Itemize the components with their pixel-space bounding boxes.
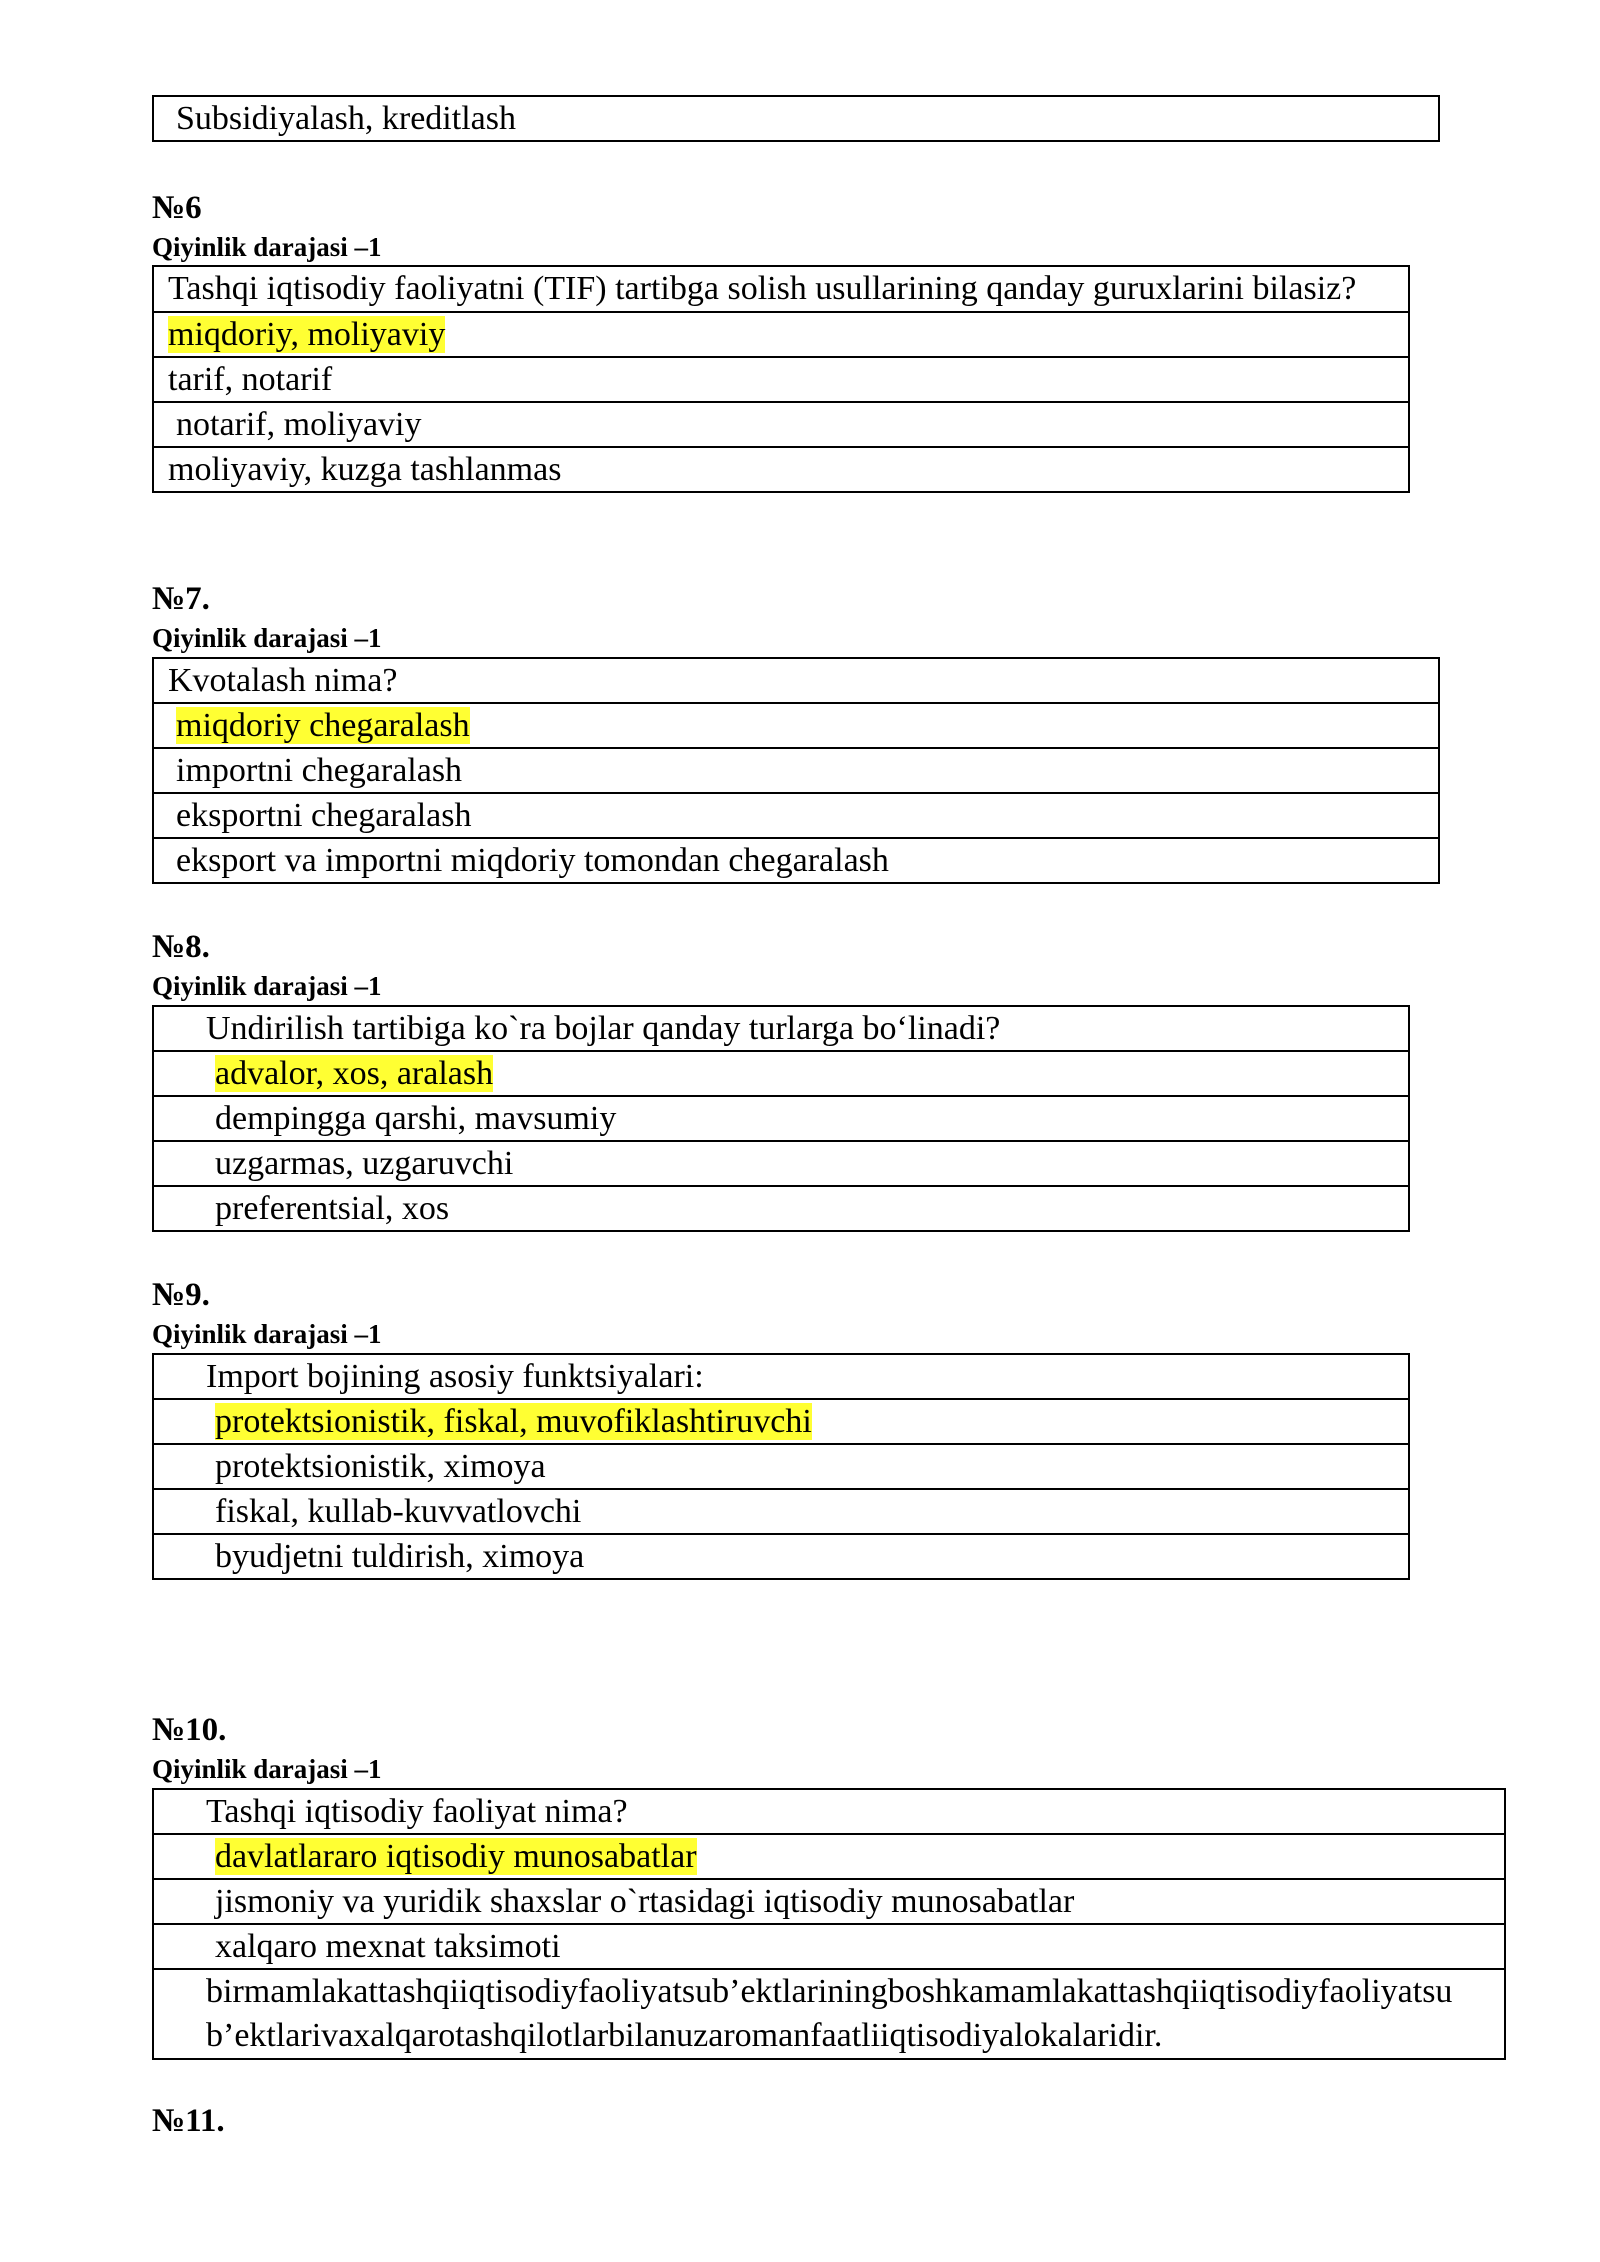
answer-option: birmamlakattashqiiqtisodiyfaoliyatsub’ektlariningboshkamamlakattashqiiqtisodiyfaoliyatsub’ektlarivaxalqarotashqilotlarbilanuzaromanfaatliiqtisodiyalokalaridir.: [153, 1969, 1505, 2059]
answer-option: eksportni chegaralash: [153, 793, 1439, 838]
question-table: [152, 1353, 1410, 1580]
question-text: Undirilish tartibiga ko`ra bojlar qanday turlarga bo‘linadi?: [153, 1006, 1409, 1051]
answer-option: protektsionistik, ximoya: [153, 1444, 1409, 1489]
answer-option-correct: [153, 1834, 1505, 1879]
correct-answer-highlight: miqdoriy, moliyaviy: [168, 316, 446, 353]
answer-option-correct: [153, 312, 1409, 357]
question-table: [152, 657, 1440, 884]
answer-option: Subsidiyalash, kreditlash: [153, 96, 1439, 141]
question-text: Import bojining asosiy funktsiyalari:: [153, 1354, 1409, 1399]
question-text: Tashqi iqtisodiy faoliyatni (TIF) tartibga solish usullarining qanday guruxlarini bilasiz?: [153, 266, 1409, 312]
difficulty-level: Qiyinlik darajasi –1: [152, 971, 382, 1001]
correct-answer-highlight: protektsionistik, fiskal, muvofiklashtiruvchi: [215, 1403, 812, 1440]
answer-option: jismoniy va yuridik shaxslar o`rtasidagi iqtisodiy munosabatlar: [153, 1879, 1505, 1924]
top-answer-table: [152, 95, 1440, 142]
answer-option-correct: [153, 1399, 1409, 1444]
answer-option: byudjetni tuldirish, ximoya: [153, 1534, 1409, 1579]
question-text: Tashqi iqtisodiy faoliyat nima?: [153, 1789, 1505, 1834]
difficulty-level: Qiyinlik darajasi –1: [152, 1754, 382, 1784]
answer-option: xalqaro mexnat taksimoti: [153, 1924, 1505, 1969]
question-table: [152, 1005, 1410, 1232]
question-table: [152, 1788, 1506, 2060]
correct-answer-highlight: advalor, xos, aralash: [215, 1055, 494, 1092]
question-number: №8.: [152, 929, 210, 965]
difficulty-level: Qiyinlik darajasi –1: [152, 623, 382, 653]
difficulty-level: Qiyinlik darajasi –1: [152, 232, 382, 262]
correct-answer-highlight: davlatlararo iqtisodiy munosabatlar: [215, 1838, 697, 1875]
answer-option: notarif, moliyaviy: [153, 402, 1409, 447]
answer-option: uzgarmas, uzgaruvchi: [153, 1141, 1409, 1186]
question-number: №11.: [152, 2103, 225, 2139]
answer-option: eksport va importni miqdoriy tomondan chegaralash: [153, 838, 1439, 883]
answer-option-correct: [153, 1051, 1409, 1096]
question-number: №6: [152, 190, 202, 226]
question-number: №9.: [152, 1277, 210, 1313]
answer-option-correct: [153, 703, 1439, 748]
answer-option: preferentsial, xos: [153, 1186, 1409, 1231]
question-text: Kvotalash nima?: [153, 658, 1439, 703]
difficulty-level: Qiyinlik darajasi –1: [152, 1319, 382, 1349]
answer-option: importni chegaralash: [153, 748, 1439, 793]
answer-option: tarif, notarif: [153, 357, 1409, 402]
answer-option: moliyaviy, kuzga tashlanmas: [153, 447, 1409, 492]
answer-option: fiskal, kullab-kuvvatlovchi: [153, 1489, 1409, 1534]
question-number: №7.: [152, 581, 210, 617]
answer-option: dempingga qarshi, mavsumiy: [153, 1096, 1409, 1141]
question-table: [152, 265, 1410, 493]
correct-answer-highlight: miqdoriy chegaralash: [176, 707, 470, 744]
question-number: №10.: [152, 1712, 227, 1748]
